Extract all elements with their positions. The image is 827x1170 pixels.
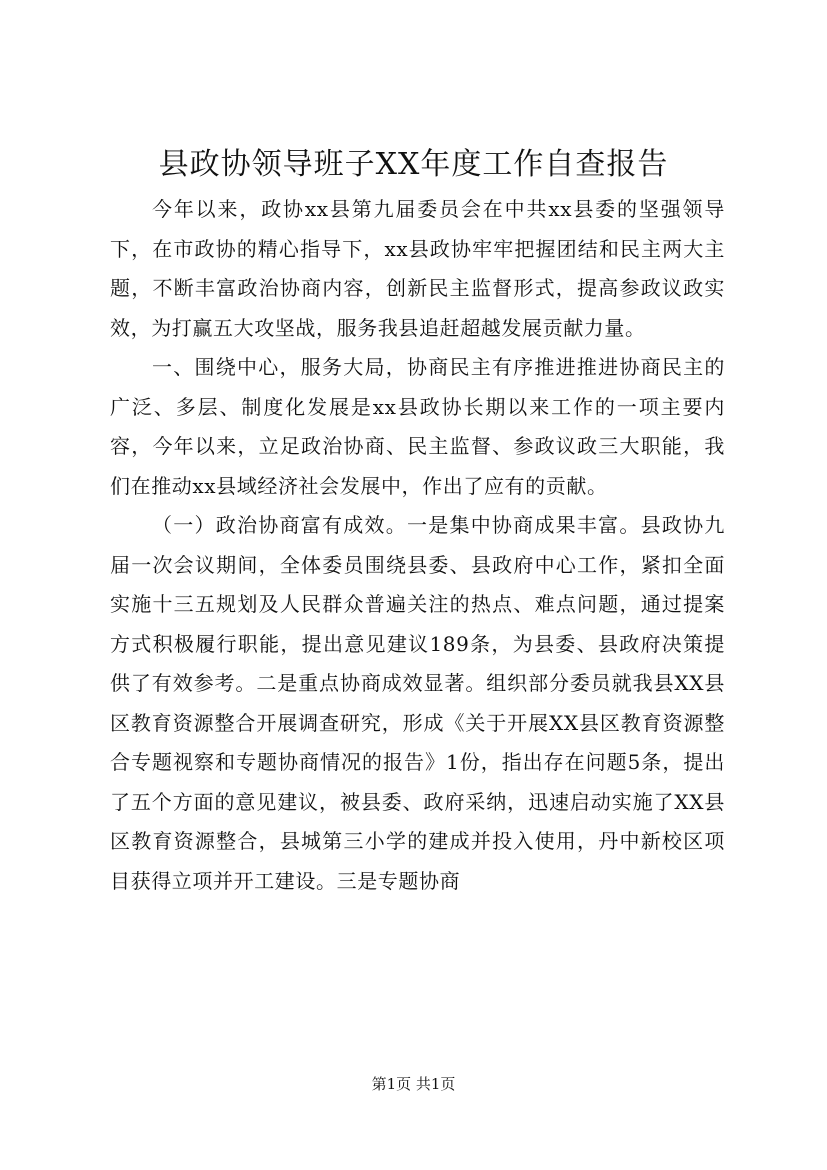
paragraph-intro: 今年以来，政协xx县第九届委员会在中共xx县委的坚强领导下，在市政协的精心指导下，xx县政协牢牢把握团结和民主两大主题，不断丰富政治协商内容，创新民主监督形式，提高参政议政实效，为打赢五大攻坚战，服务我县追赶超越发展贡献力量。	[110, 197, 725, 340]
paragraph-political-consultation: （一）政治协商富有成效。一是集中协商成果丰富。县政协九届一次会议期间，全体委员围绕县委、县政府中心工作，紧扣全面实施十三五规划及人民群众普遍关注的热点、难点问题，通过提案方式积极履行职能，提出意见建议189条，为县委、县政府决策提供了有效参考。二是重点协商成效显著。组织部分委员就我县XX县区教育资源整合开展调查研究，形成《关于开展XX县区教育资源整合专题视察和专题协商情况的报告》1份，指出存在问题5条，提出了五个方面的意见建议，被县委、政府采纳，迅速启动实施了XX县区教育资源整合，县城第三小学的建成并投入使用，丹中新校区项目获得立项并开工建设。三是专题协商	[110, 513, 725, 893]
document-title: 县政协领导班子XX年度工作自查报告	[158, 147, 669, 182]
paragraph-section-one: 一、围绕中心，服务大局，协商民主有序推进推进协商民主的广泛、多层、制度化发展是xx县政协长期以来工作的一项主要内容，今年以来，立足政治协商、民主监督、参政议政三大职能，我们在推动xx县域经济社会发展中，作出了应有的贡献。	[110, 355, 725, 498]
page-footer: 第1页 共1页	[371, 1075, 456, 1093]
document-body	[110, 190, 725, 901]
